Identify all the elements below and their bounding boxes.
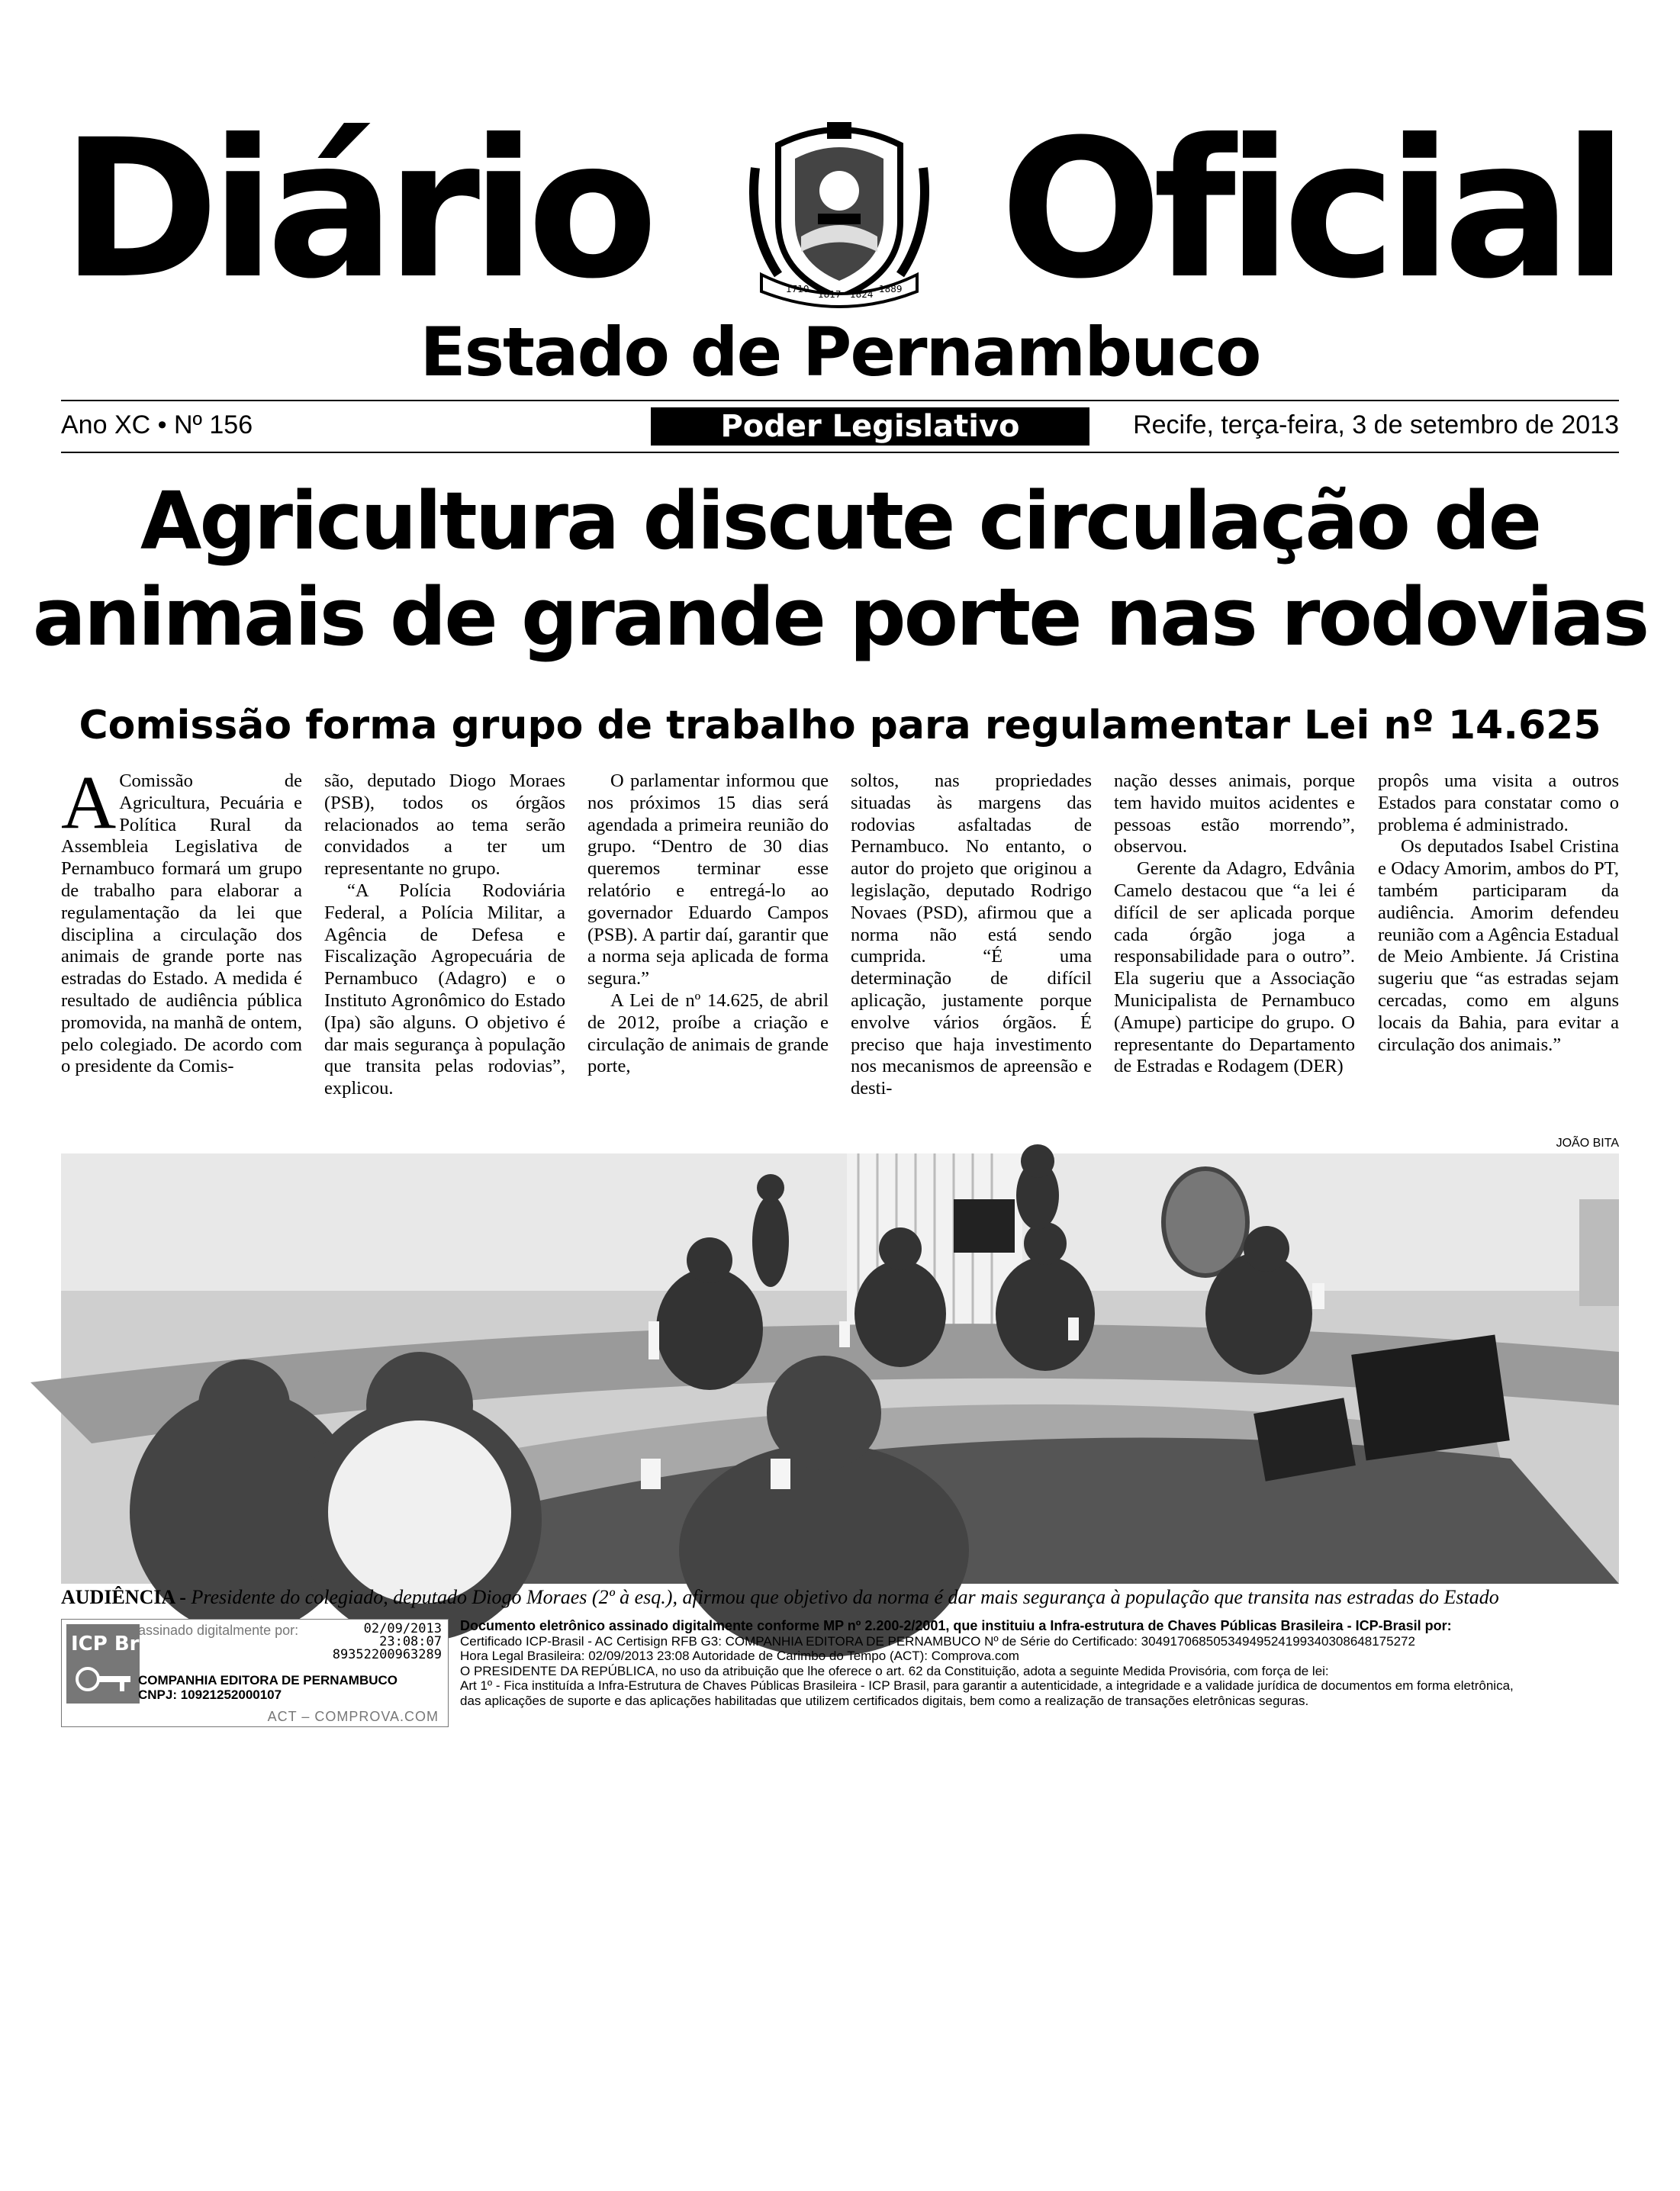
article-column-4 <box>851 771 1092 1129</box>
article-paragraph: nação desses animais, porque tem havido muitos acidentes e pessoas estão morrendo”, observou. <box>1114 771 1355 857</box>
signer-cnpj: CNPJ: 10921252000107 <box>138 1687 282 1702</box>
article-paragraph: A Lei de nº 14.625, de abril de 2012, proíbe a criação e circulação de animais de grande porte, <box>587 989 829 1077</box>
article-body <box>61 760 1619 1129</box>
signature-date: 02/09/2013 <box>363 1621 442 1636</box>
seal-year-4: 1889 <box>879 284 903 294</box>
article-column-1 <box>61 760 302 1129</box>
drop-cap: A <box>61 760 117 845</box>
signed-by-label: assinado digitalmente por: <box>138 1623 299 1638</box>
signer-company-name: COMPANHIA EDITORA DE PERNAMBUCO <box>138 1673 398 1687</box>
signature-time: 23:08:07 <box>379 1634 442 1649</box>
section-badge: Poder Legislativo <box>651 407 1089 446</box>
article-paragraph: O parlamentar informou que nos próximos 15 dias será agendada a primeira reunião do grupo. “Dentro de 30 dias queremos terminar esse relatório e entregá-lo ao governador Eduardo Campos (PSB). A partir daí, garantir que a norma seja aplicada de forma segura.” <box>587 771 829 989</box>
caption-text: Presidente do colegiado, deputado Diogo Moraes (2º à esq.), afirmou que objetivo da norma é dar mais segurança à população que transita nas estradas do Estado <box>191 1586 1499 1608</box>
article-column-5 <box>1114 771 1355 1129</box>
edition-number: Ano XC • Nº 156 <box>61 410 253 439</box>
signature-details <box>460 1619 1620 1708</box>
masthead-title-right: Oficial <box>999 98 1619 320</box>
signature-stamp <box>61 1619 449 1727</box>
article-paragraph: “A Polícia Rodoviária Federal, a Polícia Militar, a Agência de Defesa e Fiscalização Agropecuária de Pernambuco (Adagro) e o Instituto Agronômico do Estado (Ipa) são alguns. O objetivo é dar mais segurança à população que transita pelas rodovias”, explicou. <box>324 880 565 1099</box>
signature-line: Art 1º - Fica instituída a Infra-Estrutura de Chaves Públicas Brasileira - ICP Brasil, para garantir a autenticidade, a integridade e a validade jurídica de documentos em forma eletrônica, <box>460 1678 1514 1693</box>
article-column-6 <box>1378 771 1619 1129</box>
icp-logo-text: ICP Brasil <box>71 1633 179 1655</box>
photo-caption <box>61 1585 1619 1611</box>
headline-line-2: animais de grande porte nas rodovias <box>32 571 1648 664</box>
signature-line: das aplicações de suporte e das aplicações habilitadas que utilizem certificados digitais, bem como a realização de transações eletrônicas seguras. <box>460 1693 1309 1708</box>
article-paragraph: Os deputados Isabel Cristina e Odacy Amorim, ambos do PT, também participaram da audiência. Amorim defendeu reunião com a Agência Estadual de Meio Ambiente. Já Cristina sugeriu que “as estradas sejam cercadas, como em alguns locais da Bahia, para evitar a circulação dos animais.” <box>1378 836 1619 1055</box>
article-paragraph: Gerente da Adagro, Edvânia Camelo destacou que “a lei é difícil de ser aplicada porque cada órgão joga a responsabilidade para o outro”. Ela sugeriu que a Associação Municipalista de Pernambuco (Amupe) participe do grupo. O representante do Departamento de Estradas e Rodagem (DER) <box>1114 858 1355 1077</box>
article-paragraph: Comissão de Agricultura, Pecuária e Política Rural da Assembleia Legislativa de Pernambuco formará um grupo de trabalho para elaborar a regulamentação da lei que disciplina a circulação dos animais de grande porte nas estradas do Estado. A medida é resultado de audiência pública promovida, na manhã de ontem, pelo colegiado. De acordo com o presidente da Comis- <box>61 771 302 1077</box>
article-paragraph: soltos, nas propriedades situadas às margens das rodovias asfaltadas de Pernambuco. No entanto, o autor do projeto que originou a legislação, deputado Rodrigo Novaes (PSD), afirmou que a norma não está sendo cumprida. “É uma determinação de difícil aplicação, justamente porque envolve vários órgãos. É preciso que haja investimento nos mecanismos de apreensão e desti- <box>851 771 1092 1099</box>
masthead <box>61 98 1619 320</box>
signature-timestamp <box>333 1623 442 1662</box>
signature-line: Hora Legal Brasileira: 02/09/2013 23:08 Autoridade de Carimbo do Tempo (ACT): Comprova.com <box>460 1649 1019 1663</box>
hearing-photo <box>61 1153 1619 1584</box>
article-paragraph: propôs uma visita a outros Estados para constatar como o problema é administrado. <box>1378 771 1619 835</box>
headline-line-1: Agricultura discute circulação de <box>140 475 1540 568</box>
photo-credit: JOÃO BITA <box>1556 1137 1619 1150</box>
signature-serial: 89352200963289 <box>332 1647 442 1662</box>
signature-heading: Documento eletrônico assinado digitalmente conforme MP nº 2.200-2/2001, que instituiu a Infra-estrutura de Chaves Públicas Brasileira - ICP-Brasil por: <box>460 1618 1452 1633</box>
masthead-title-left: Diário <box>61 98 649 320</box>
article-column-3 <box>587 771 829 1129</box>
seal-year-1: 1710 <box>786 284 809 294</box>
publication-date: Recife, terça-feira, 3 de setembro de 2013 <box>1133 410 1619 439</box>
info-bar <box>61 404 1619 449</box>
seal-year-2: 1817 <box>818 289 842 300</box>
signature-line: O PRESIDENTE DA REPÚBLICA, no uso da atribuição que lhe oferece o art. 62 da Constituição, adota a seguinte Medida Provisória, com força de lei: <box>460 1663 1329 1678</box>
pernambuco-coat-of-arms-icon <box>748 122 931 305</box>
article-paragraph: são, deputado Diogo Moraes (PSB), todos os órgãos relacionados ao tema serão convidados a ter um representante no grupo. <box>324 771 565 880</box>
caption-lead: AUDIÊNCIA - <box>61 1586 186 1608</box>
headline <box>31 473 1649 665</box>
signer-company <box>138 1673 397 1702</box>
seal-year-3: 1824 <box>850 289 874 300</box>
act-label: ACT – COMPROVA.COM <box>267 1709 439 1724</box>
digital-signature-footer <box>61 1619 1619 1726</box>
icp-brasil-logo <box>66 1624 179 1704</box>
masthead-subtitle: Estado de Pernambuco <box>420 313 1260 391</box>
bottom-rule <box>61 452 1619 453</box>
subheadline: Comissão forma grupo de trabalho para regulamentar Lei nº 14.625 <box>79 703 1601 748</box>
hearing-photo-image <box>61 1153 1619 1584</box>
article-column-2 <box>324 771 565 1129</box>
top-rule <box>61 400 1619 401</box>
signature-line: Certificado ICP-Brasil - AC Certisign RFB G3: COMPANHIA EDITORA DE PERNAMBUCO Nº de Série do Certificado: 30491706850534949524199340308648175272 <box>460 1633 1415 1649</box>
